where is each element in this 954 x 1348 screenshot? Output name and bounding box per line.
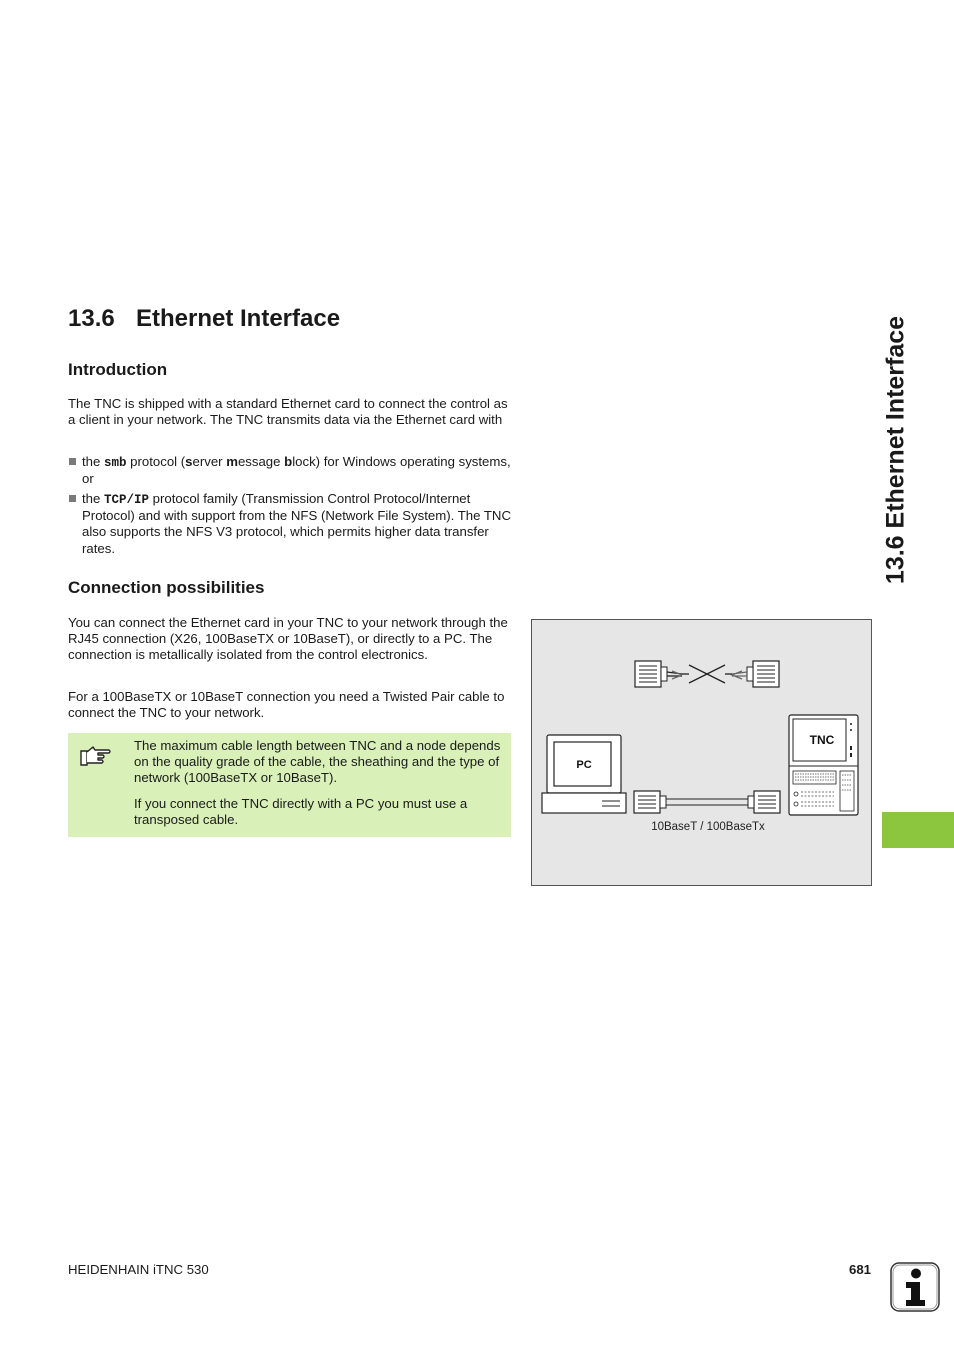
tnc-control-icon bbox=[789, 715, 858, 815]
introduction-paragraph: The TNC is shipped with a standard Ethernet card to connect the control as a client in your network. The TNC transmits data via the Ethernet card with bbox=[68, 396, 508, 428]
chapter-tab bbox=[882, 812, 954, 848]
code-smb: smb bbox=[104, 456, 127, 470]
list-item: the smb protocol (server message block) for Windows operating systems, or bbox=[68, 454, 513, 487]
right-rj45-connector-icon bbox=[747, 661, 779, 687]
bullet-square-icon bbox=[69, 458, 76, 465]
introduction-heading: Introduction bbox=[68, 360, 168, 379]
cable-connector-right-icon bbox=[748, 791, 780, 813]
footer-product: HEIDENHAIN iTNC 530 bbox=[68, 1262, 209, 1277]
pointing-hand-icon bbox=[78, 742, 112, 768]
pc-computer-icon bbox=[542, 735, 626, 813]
note-paragraph: The maximum cable length between TNC and a node depends on the quality grade of the cable, the sheathing and the type of network (100BaseTX or 10BaseT). bbox=[134, 738, 501, 786]
list-item: the TCP/IP protocol family (Transmission Control Protocol/Internet Protocol) and with support from the NFS (Network File System). The TNC also supports the NFS V3 protocol, which permits higher data transfer rates. bbox=[68, 491, 513, 557]
cable-connector-left-icon bbox=[634, 791, 666, 813]
crossed-wires-icon bbox=[667, 665, 747, 683]
pc-label: PC bbox=[576, 759, 592, 771]
bullet-square-icon bbox=[69, 495, 76, 502]
section-title: Ethernet Interface bbox=[136, 305, 341, 332]
cable-label: 10BaseT / 100BaseTx bbox=[651, 821, 765, 833]
page-number: 681 bbox=[848, 1262, 871, 1277]
code-tcp-ip: TCP/IP bbox=[104, 493, 150, 507]
connection-heading: Connection possibilities bbox=[68, 578, 265, 597]
figure-drawing bbox=[532, 620, 871, 885]
note-paragraph: If you connect the TNC directly with a PC you must use a transposed cable. bbox=[134, 796, 468, 828]
info-icon bbox=[890, 1262, 940, 1312]
section-number: 13.6 bbox=[68, 305, 115, 332]
cable-line-icon bbox=[666, 799, 748, 805]
tnc-label: TNC bbox=[809, 733, 835, 747]
connection-paragraph: For a 100BaseTX or 10BaseT connection you need a Twisted Pair cable to connect the TNC to your network. bbox=[68, 689, 505, 721]
left-rj45-connector-icon bbox=[635, 661, 667, 687]
connection-paragraph: You can connect the Ethernet card in your TNC to your network through the RJ45 connection (X26, 100BaseTX or 10BaseT), or directly to a PC. The connection is metallically isolated from the control electronics. bbox=[68, 615, 508, 663]
section-heading bbox=[68, 305, 340, 333]
ethernet-connection-figure bbox=[531, 619, 872, 886]
